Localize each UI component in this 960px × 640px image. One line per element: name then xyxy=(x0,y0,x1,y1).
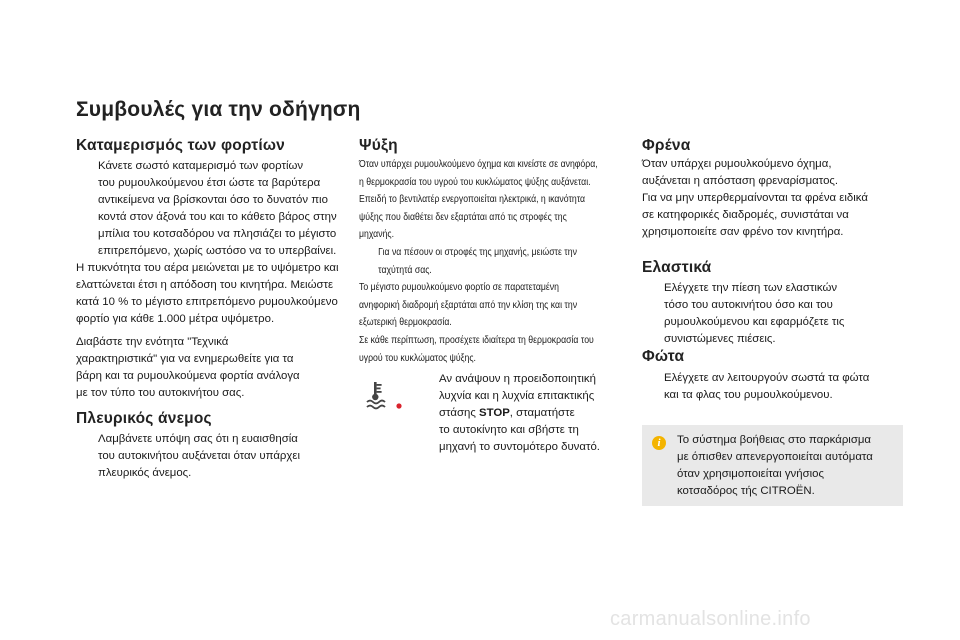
text-line: ελαττώνεται έτσι η απόδοση του κινητήρα. Μειώστε xyxy=(76,279,334,291)
text-line: κοτσαδόρος τής CITROËN. xyxy=(677,485,815,497)
section-tyres xyxy=(642,259,711,277)
text-line: πλευρικός άνεμος. xyxy=(98,467,192,479)
section-side-wind xyxy=(76,410,212,428)
text-line: κατά 10 % το μέγιστο επιτρεπόμενο ρυμουλκούμενο xyxy=(76,296,338,308)
text-line: Η πυκνότητα του αέρα μειώνεται με το υψόμετρο και xyxy=(76,262,339,274)
text-line: μπίλια του κοτσαδόρου να πλησιάζει το μέγιστο xyxy=(98,228,337,240)
text-line: εξωτερική θερμοκρασία. xyxy=(359,317,452,329)
text-line: Σε κάθε περίπτωση, προσέχετε ιδιαίτερα τη θερμοκρασία του xyxy=(359,334,594,346)
heading-side-wind: Πλευρικός άνεμος xyxy=(76,410,212,427)
warning-bullet xyxy=(417,371,657,456)
text-line: και τα φλας του ρυμουλκούμενου. xyxy=(664,389,833,401)
text-line: αντικείμενα να βρίσκονται όσο το δυνατόν πιο xyxy=(98,194,328,206)
tyres-bullet xyxy=(642,280,912,348)
info-box xyxy=(642,425,903,506)
heading-load-distribution: Καταμερισμός των φορτίων xyxy=(76,137,285,154)
text-line: Για να μην υπερθερμαίνονται τα φρένα ειδικά xyxy=(642,192,868,204)
text-line: Αν ανάψουν η προειδοποιητική xyxy=(439,373,596,385)
text-line: μηχανή το συντομότερο δυνατό. xyxy=(439,441,600,453)
text-line: η θερμοκρασία του υγρού του κυκλώματος ψύξης αυξάνεται. xyxy=(359,176,591,188)
text-line: χρησιμοποιείτε σαν φρένο τον κινητήρα. xyxy=(642,226,844,238)
text-line: μηχανής. xyxy=(359,229,395,241)
text-line: συνιστώμενες πιέσεις. xyxy=(664,333,776,345)
text-line: αυξάνεται η απόσταση φρεναρίσματος. xyxy=(642,175,839,187)
text-line: Ελέγχετε αν λειτουργούν σωστά τα φώτα xyxy=(664,372,870,384)
stop-keyword: STOP xyxy=(478,407,510,419)
text-line: κοντά στον άξονά του και το κάθετο βάρος στην xyxy=(98,211,337,223)
brakes-text xyxy=(642,156,912,241)
heading-lights: Φώτα xyxy=(642,348,685,365)
cooling-text xyxy=(359,156,620,367)
text-line: με τον τύπο του αυτοκινήτου σας. xyxy=(76,387,245,399)
text-line: με όπισθεν απενεργοποιείται αυτόματα xyxy=(677,451,873,463)
text-line: επιτρεπόμενο, χωρίς ωστόσο να το υπερβαίνει. xyxy=(98,245,337,257)
info-icon: i xyxy=(652,436,666,450)
info-text xyxy=(677,432,902,500)
text-line: Όταν υπάρχει ρυμουλκούμενο όχημα και κινείστε σε ανηφόρα, xyxy=(359,159,598,170)
text-line: φορτίο για κάθε 1.000 μέτρα υψόμετρο. xyxy=(76,313,275,325)
text-line: ρυμουλκούμενου και εφαρμόζετε τις xyxy=(664,316,845,328)
text-line: Επειδή το βεντιλατέρ ενεργοποιείται ηλεκτρικά, η ικανότητα xyxy=(359,194,586,206)
text-line: βάρη και τα ρυμουλκούμενα φορτία ανάλογα xyxy=(76,370,300,382)
text-line: Κάνετε σωστό καταμερισμό των φορτίων xyxy=(98,160,304,172)
text-line: Για να πέσουν οι στροφές της μηχανής, μειώστε την xyxy=(378,246,577,258)
section-load-distribution xyxy=(76,137,326,155)
section-brakes xyxy=(642,137,690,155)
text-line: Το σύστημα βοήθειας στο παρκάρισμα xyxy=(677,434,872,446)
text-line: του αυτοκινήτου αυξάνεται όταν υπάρχει xyxy=(98,450,300,462)
watermark: carmanualsonline.info xyxy=(610,608,811,630)
text-line: ανηφορική διαδρομή εξαρτάται από την κλίση της και την xyxy=(359,299,578,311)
text-line: Ελέγχετε την πίεση των ελαστικών xyxy=(664,282,838,294)
text-line: Το μέγιστο ρυμουλκούμενο φορτίο σε παρατεταμένη xyxy=(359,282,559,294)
text-line: ταχύτητά σας. xyxy=(378,264,432,276)
wind-bullet xyxy=(76,431,346,482)
section-cooling xyxy=(359,137,398,155)
text-line: υγρού του κυκλώματος ψύξης. xyxy=(359,352,476,364)
page-title: Συμβουλές για την οδήγηση xyxy=(76,98,361,121)
text-line: του ρυμουλκούμενου έτσι ώστε τα βαρύτερα xyxy=(98,177,321,189)
heading-tyres: Ελαστικά xyxy=(642,259,712,276)
text-line: Όταν υπάρχει ρυμουλκούμενο όχημα, xyxy=(642,158,832,170)
technical-paragraph xyxy=(76,334,346,402)
load-bullet xyxy=(76,158,346,402)
section-lights xyxy=(642,348,684,366)
text-line: Διαβάστε την ενότητα "Τεχνικά xyxy=(76,336,229,348)
text-line: Λαμβάνετε υπόψη σας ότι η ευαισθησία xyxy=(98,433,298,445)
heading-brakes: Φρένα xyxy=(642,137,691,154)
coolant-temperature-warning-icon xyxy=(365,379,405,411)
cooling-bullet xyxy=(359,244,620,279)
text-line: όταν χρησιμοποιείται γνήσιος xyxy=(677,468,824,480)
text-line: τόσο του αυτοκινήτου όσο και του xyxy=(664,299,833,311)
text-line: χαρακτηριστικά" για να ενημερωθείτε για τα xyxy=(76,353,294,365)
heading-cooling: Ψύξη xyxy=(359,137,398,154)
lights-bullet xyxy=(642,370,912,404)
text-fragment: στάσης xyxy=(439,407,479,419)
altitude-paragraph xyxy=(76,260,346,328)
text-line: το αυτοκίνητο και σβήστε τη xyxy=(439,424,579,436)
text-line: σε κατηφορικές διαδρομές, συνιστάται να xyxy=(642,209,849,221)
text-line: ψύξης που διαθέτει δεν εξαρτάται από τις στροφές της xyxy=(359,211,567,223)
text-line xyxy=(439,405,657,422)
text-fragment: , σταματήστε xyxy=(509,407,575,419)
text-line: λυχνία και η λυχνία επιτακτικής xyxy=(439,390,595,402)
